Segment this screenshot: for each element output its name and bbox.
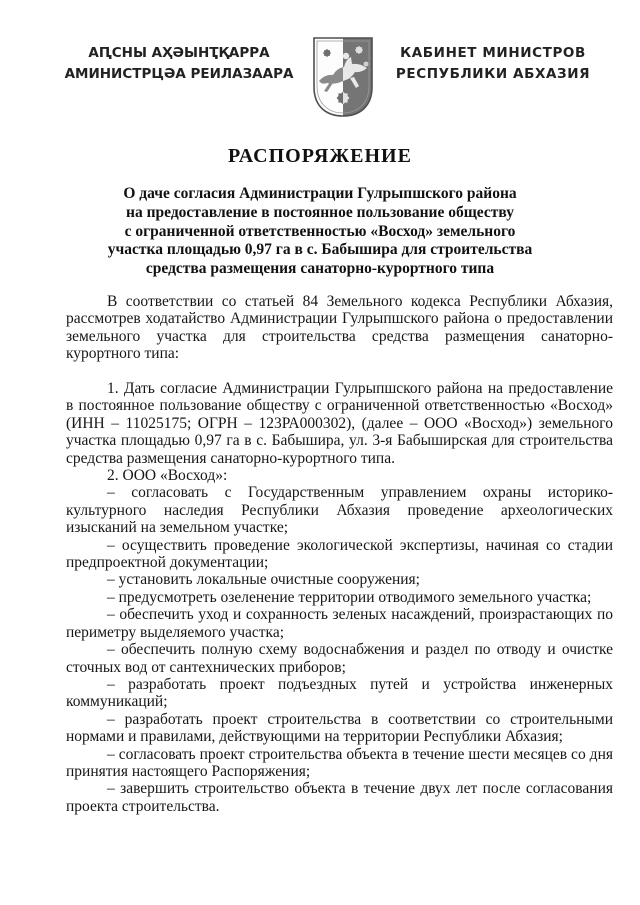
directive-item: – обеспечить полную схему водоснабжения и раздел по отводу и очистке сточных вод от сантехнических приборов; [66,641,613,676]
subject-line: участка площадью 0,97 га в с. Бабышира для строительства [107,241,533,259]
header-russian-line1: КАБИНЕТ МИНИСТРОВ [400,45,586,61]
header-abkhaz-line2: АМИНИСТРЦӘА РЕИЛАЗААРА [64,66,294,82]
abkhazia-coat-of-arms-icon [310,34,376,120]
subject-line: на предоставление в постоянное пользование обществу [126,203,514,221]
item-1-paragraph: 1. Дать согласие Администрации Гулрыпшского района на предоставление в постоянное пользование обществу с ограниченной ответственностью «Восход» (ИНН – 11025175; ОГРН – 123РА000302), (далее – ООО «Восход») земельного участка площадью 0,97 га в с. Бабышира, ул. 3-я Бабыширская для строительства средства размещения санаторно-курортного типа. [66,380,613,467]
header-russian-name [388,43,598,85]
header-abkhaz-line1: АԤСНЫ АҲӘЫНҬҚАРРА [88,45,270,61]
subject-line: средства размещения санаторно-курортного типа [145,260,495,278]
directive-item: – согласовать с Государственным управлением охраны историко-культурного наследия Республики Абхазия проведение археологических изысканий на земельном участке; [66,484,613,537]
document-title: РАСПОРЯЖЕНИЕ [228,145,412,167]
item-2-intro: 2. ООО «Восход»: [107,467,228,485]
directive-item: – разработать проект подъездных путей и устройства инженерных коммуникаций; [66,675,613,711]
directive-item: – согласовать проект строительства объекта в течение шести месяцев со дня принятия настоящего Распоряжения; [66,745,613,780]
directive-item: – завершить строительство объекта в течение двух лет после согласования проекта строительства. [66,780,613,815]
directive-item: – обеспечить уход и сохранность зеленых насаждений, произрастающих по периметру выделяемого участка; [66,606,613,641]
directive-item: – предусмотреть озеленение территории отводимого земельного участка; [107,588,592,606]
header-abkhaz-name [38,43,320,85]
document-body [66,293,613,815]
directive-item: – разработать проект строительства в соответствии со строительными нормами и правилами, действующими на территории Республики Абхазия; [66,710,613,746]
directive-item: – осуществить проведение экологической экспертизы, начиная со стадии предпроектной документации; [66,536,613,572]
subject-line: О даче согласия Администрации Гулрыпшского района [123,185,517,202]
subject-line: с ограниченной ответственностью «Восход» земельного [124,222,516,240]
preamble-paragraph: В соответствии со статьей 84 Земельного кодекса Республики Абхазия, рассмотрев ходатайство Администрации Гулрыпшского района о предоставлении земельного участка для строительства средства размещения санаторно-курортного типа: [66,293,613,363]
directive-item: – установить локальные очистные сооружения; [107,571,420,589]
document-subject [28,185,612,279]
header-russian-line2: РЕСПУБЛИКИ АБХАЗИЯ [395,66,591,82]
